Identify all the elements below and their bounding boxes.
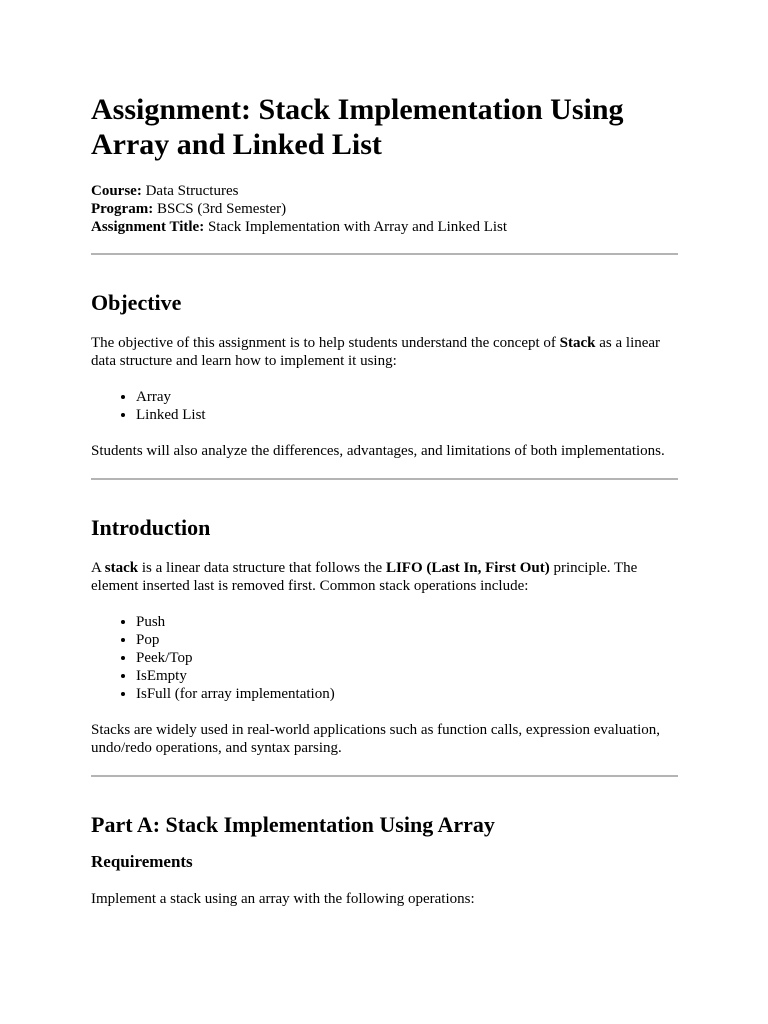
meta-assignment-title — [91, 218, 678, 236]
list-item: • Pop — [136, 631, 678, 649]
text-run: The objective of this assignment is to help students understand the concept of — [91, 335, 560, 351]
list-item: • Push — [136, 613, 678, 631]
list-item: • IsEmpty — [136, 667, 678, 685]
text-run: as a linear data structure and learn how to implement it using: — [91, 335, 661, 369]
introduction-section — [91, 515, 678, 757]
part-a-heading: Part A: Stack Implementation Using Array — [91, 812, 495, 837]
meta-label: Assignment Title: — [91, 219, 205, 235]
meta-value: Data Structures — [145, 183, 239, 199]
bold-term: stack — [104, 560, 139, 576]
meta-value: Stack Implementation with Array and Linked List — [207, 219, 508, 235]
objective-paragraph — [91, 334, 678, 370]
list-item: • Array — [136, 388, 678, 406]
introduction-paragraph — [91, 559, 678, 595]
introduction-closing: Stacks are widely used in real-world applications such as function calls, expression evaluation, undo/redo operations, and syntax parsing. — [91, 722, 661, 756]
meta-label: Program: — [91, 201, 154, 217]
part-a-paragraph: Implement a stack using an array with the following operations: — [91, 891, 475, 907]
text-run: principle. The element inserted last is removed first. Common stack operations include: — [91, 560, 638, 594]
requirements-heading: Requirements — [91, 852, 193, 871]
objective-list — [91, 388, 678, 424]
introduction-heading: Introduction — [91, 515, 211, 540]
page-title: Assignment: Stack Implementation Using Array and Linked List — [91, 93, 624, 161]
operations-list — [91, 613, 678, 703]
list-item: • Linked List — [136, 406, 678, 424]
document-content — [91, 92, 678, 908]
bold-term: Stack — [559, 335, 596, 351]
list-item: • Peek/Top — [136, 649, 678, 667]
objective-heading: Objective — [91, 290, 182, 315]
meta-label: Course: — [91, 183, 142, 199]
list-item: • IsFull (for array implementation) — [136, 685, 678, 703]
meta-value: BSCS (3rd Semester) — [156, 201, 287, 217]
part-a-section — [91, 812, 678, 908]
bold-term: LIFO (Last In, First Out) — [385, 560, 550, 576]
text-run: A — [91, 560, 105, 576]
objective-closing: Students will also analyze the differences, advantages, and limitations of both implementations. — [91, 443, 665, 459]
text-run: is a linear data structure that follows the — [138, 560, 386, 576]
meta-program — [91, 200, 678, 218]
objective-section — [91, 290, 678, 460]
meta-course — [91, 182, 678, 200]
assignment-meta — [91, 182, 678, 236]
